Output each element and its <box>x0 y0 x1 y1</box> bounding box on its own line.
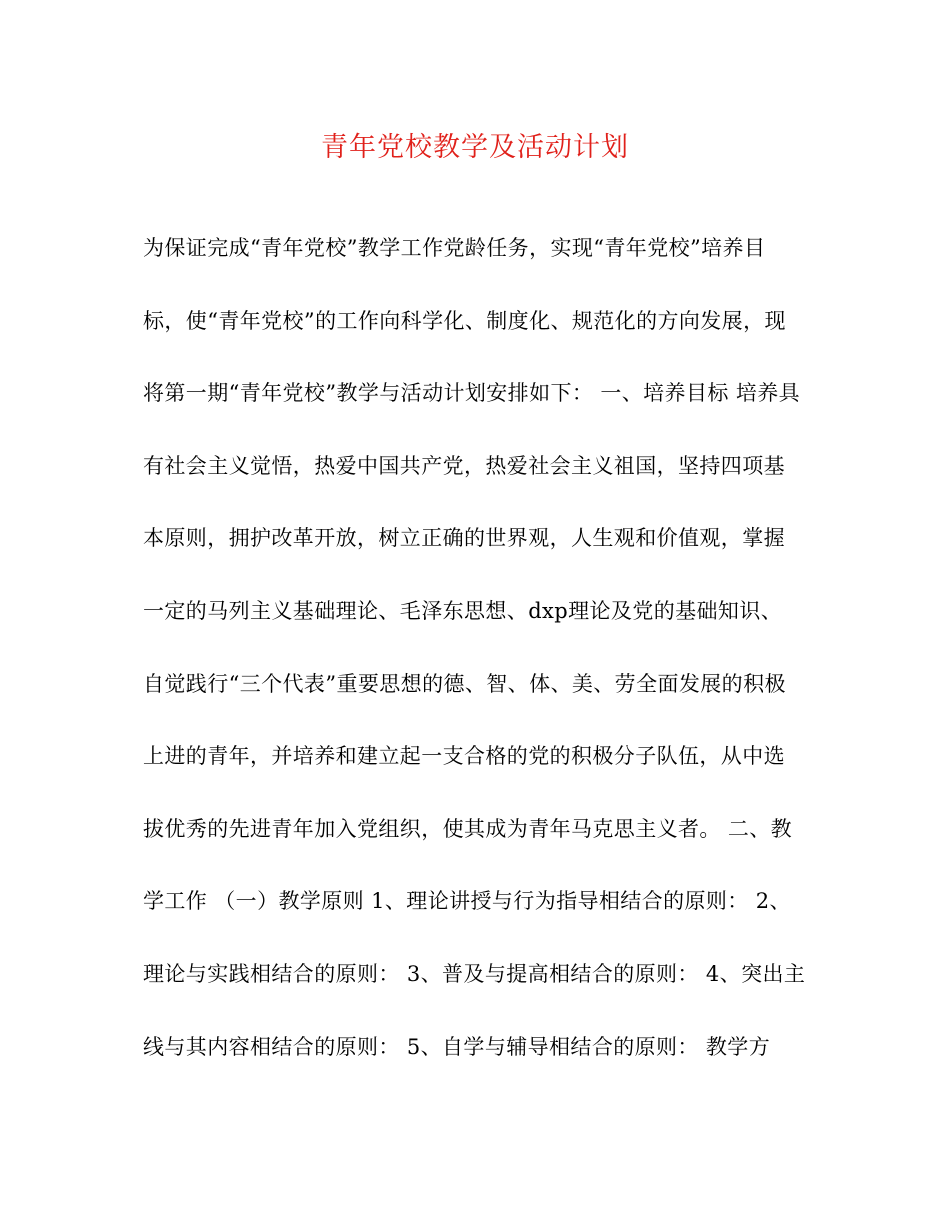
body-line-9: 拔优秀的先进青年加入党组织，使其成为青年马克思主义者。 二、教 <box>143 816 793 841</box>
body-line-3: 将第一期“青年党校”教学与活动计划安排如下： 一、培养目标 培养具 <box>143 381 801 406</box>
body-line-10: 学工作 （一）教学原则 1、理论讲授与行为指导相结合的原则： 2、 <box>143 889 791 914</box>
body-line-12: 线与其内容相结合的原则： 5、自学与辅导相结合的原则： 教学方 <box>143 1034 771 1059</box>
body-line-5: 本原则，拥护改革开放，树立正确的世界观，人生观和价值观，掌握 <box>143 526 785 551</box>
document-title: 青年党校教学及活动计划 <box>321 132 629 163</box>
body-line-8: 上进的青年，并培养和建立起一支合格的党的积极分子队伍，从中选 <box>143 744 785 769</box>
body-line-1: 为保证完成“青年党校”教学工作党龄任务，实现“青年党校”培养目 <box>143 236 766 260</box>
document-body <box>143 228 823 1099</box>
body-line-11: 理论与实践相结合的原则： 3、普及与提高相结合的原则： 4、突出主 <box>143 961 806 986</box>
body-line-7: 自觉践行“三个代表”重要思想的德、智、体、美、劳全面发展的积极 <box>143 671 786 696</box>
body-line-2: 标，使“青年党校”的工作向科学化、制度化、规范化的方向发展，现 <box>143 308 786 333</box>
body-line-4: 有社会主义觉悟，热爱中国共产党，热爱社会主义祖国，坚持四项基 <box>143 453 785 478</box>
body-line-6: 一定的马列主义基础理论、毛泽东思想、dxp理论及党的基础知识、 <box>143 598 783 623</box>
